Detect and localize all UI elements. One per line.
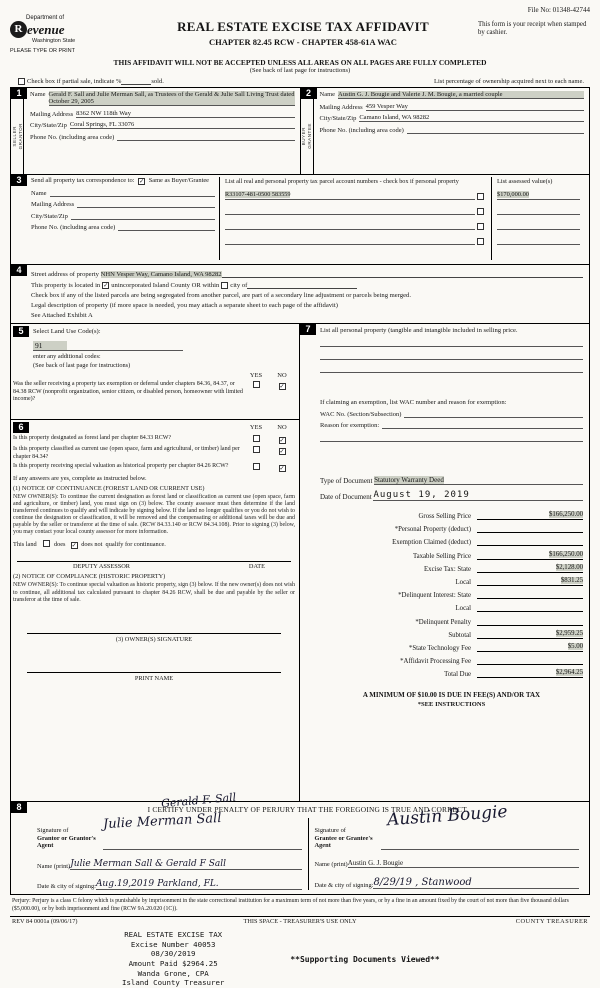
certify-statement: I CERTIFY UNDER PENALTY OF PERJURY THAT THE FOREGOING IS TRUE AND CORRECT. <box>147 805 469 814</box>
treasurer-stamp-area <box>10 930 590 988</box>
revenue-name: evenue <box>27 21 65 37</box>
seller-citystatezip-value[interactable]: Coral Springs, FL 33076 <box>70 121 295 129</box>
grantee-signature-label: Signature of Grantee or Grantee's Agent <box>314 827 373 850</box>
grantor-name-print-label: Name (print) <box>37 863 71 871</box>
street-address-value[interactable]: NHN Vesper Way, Camano Island, WA 98282 <box>100 271 222 278</box>
seller-mailing-label: Mailing Address <box>30 110 74 118</box>
seller-name-value[interactable]: Gerald F. Sall and Julie Merman Sall, as Trustees of the Gerald & Julie Sall Living Trust dated October 29, 2005 <box>48 91 295 105</box>
reason-exemption-input-2[interactable] <box>320 429 583 442</box>
receipt-note: This form is your receipt when stamped by cashier. <box>478 21 587 37</box>
fin-value-tech-fee[interactable]: $5.00 <box>567 642 583 650</box>
land-designation-section <box>11 420 299 682</box>
buyer-citystatezip-value[interactable]: Camano Island, WA 98282 <box>359 114 584 122</box>
no-header: NO <box>277 372 287 379</box>
warning-banner: THIS AFFIDAVIT WILL NOT BE ACCEPTED UNLESS ALL AREAS ON ALL PAGES ARE FULLY COMPLETED <box>113 58 487 67</box>
assessed-value-input-3[interactable] <box>497 221 580 230</box>
grantor-name-print-value[interactable]: Julie Merman Sall & Gerald F Sall <box>70 859 227 870</box>
forest-yes-checkbox[interactable] <box>253 435 260 442</box>
if-yes-note: If any answers are yes, complete as instructed below. <box>13 475 147 482</box>
this-land-label: This land <box>13 541 37 549</box>
stamp-line-6: Island County Treasurer <box>122 978 225 988</box>
reason-exemption-input[interactable] <box>382 421 583 429</box>
reason-exemption-label: Reason for exemption: <box>320 422 380 429</box>
does-not-checkbox[interactable]: ✓ <box>71 543 77 550</box>
fin-value-subtotal[interactable]: $2,959.25 <box>555 629 583 637</box>
financial-block <box>320 511 583 678</box>
file-number: File No: 01348-42744 <box>527 6 590 14</box>
partial-sold-label: sold. <box>151 78 164 85</box>
see-instructions-note: *SEE INSTRUCTIONS <box>417 701 486 709</box>
excise-tax-stamp <box>122 930 224 988</box>
print-name-label: PRINT NAME <box>134 674 174 682</box>
section-5-badge: 5 <box>13 326 29 337</box>
located-in-label: This property is located in <box>31 282 101 289</box>
partial-sale-label: Check box if partial sale, indicate % <box>27 78 122 85</box>
notice-continuance-title: (1) NOTICE OF CONTINUANCE (FOREST LAND OR CURRENT USE) <box>13 485 205 492</box>
corr-mailing-label: Mailing Address <box>31 201 75 208</box>
header <box>10 15 590 54</box>
grantor-date-value[interactable]: Aug.19,2019 <box>95 879 155 890</box>
parcel-number-input-4[interactable] <box>225 236 475 245</box>
fin-value-gross[interactable]: $166,250.00 <box>549 511 583 518</box>
treasurer-use-label: THIS SPACE - TREASURER'S USE ONLY <box>243 918 357 926</box>
dept-of-label: Department of <box>26 15 65 21</box>
owners-signature-line[interactable] <box>27 624 281 634</box>
seller-phone-input[interactable] <box>117 133 294 141</box>
revenue-logo-icon: R <box>10 21 27 38</box>
partial-percent-input[interactable] <box>121 77 151 85</box>
parcel-number-input-3[interactable] <box>225 221 475 230</box>
rev-form-code: REV 84 0001a (09/06/17) <box>12 918 78 926</box>
fin-value-excise-state[interactable]: $2,128.00 <box>555 563 583 571</box>
grantor-date-city-label: Date & city of signing: <box>37 883 96 891</box>
parcel-numbers-header: List all real and personal property tax parcel account numbers - check box if personal property <box>225 178 459 185</box>
parcel-personal-checkbox-1[interactable] <box>477 193 484 200</box>
fin-label-processing-fee: *Affidavit Processing Fee <box>400 658 471 666</box>
seller-phone-label: Phone No. (including area code) <box>30 133 115 141</box>
additional-codes-label: enter any additional codes: <box>33 353 101 360</box>
grantee-name-print-label: Name (print) <box>314 861 348 869</box>
date-label: DATE <box>248 563 265 571</box>
personal-property-input-1[interactable] <box>320 334 583 347</box>
wac-number-input[interactable] <box>404 410 583 418</box>
land-use-section <box>11 324 299 420</box>
current-use-question: Is this property classified as current use (open space, farm and agricultural, or timber) land per chapter 84.34? <box>13 446 240 460</box>
date-of-document-label: Date of Document <box>320 493 372 501</box>
city-of-label: city of <box>230 282 248 289</box>
assessed-value-header: List assessed value(s) <box>497 178 553 185</box>
exemption-deferral-question: Was the seller receiving a property tax exemption or deferral under chapters 84.36, 84.37, or 84.38 RCW (nonprofit organization, senior citizen, or disabled person, homeowner with limited income)? <box>13 381 243 402</box>
s5-yes-checkbox[interactable] <box>253 381 260 388</box>
s6-no-header: NO <box>277 424 287 431</box>
fin-label-excise-local: Local <box>455 578 471 586</box>
fin-value-total-due[interactable]: $2,964.25 <box>555 669 583 677</box>
s6-yes-header: YES <box>249 424 263 431</box>
legal-description-label: Legal description of property (if more space is needed, you may attach a separate sheet to each page of the affidavit) <box>31 302 338 309</box>
street-address-blank[interactable] <box>222 270 583 278</box>
current-use-yes-checkbox[interactable] <box>253 446 260 453</box>
assessed-value[interactable]: $170,000.00 <box>497 191 529 198</box>
fin-label-exemption: Exemption Claimed (deduct) <box>392 539 471 547</box>
corr-mailing-input[interactable] <box>77 200 215 208</box>
type-of-document-label: Type of Document <box>320 477 373 485</box>
fin-value-taxable[interactable]: $166,250.00 <box>549 550 583 558</box>
same-as-buyer-checkbox[interactable]: ✓ <box>139 179 145 185</box>
middle-columns <box>10 324 590 802</box>
segregated-note: Check box if any of the listed parcels are being segregated from another parcel, are part of a secondary line adjustment or parcels being merged. <box>31 292 411 299</box>
yes-header: YES <box>249 372 263 379</box>
notice-compliance-title: (2) NOTICE OF COMPLIANCE (HISTORIC PROPERTY) <box>13 573 166 581</box>
buyer-mailing-value[interactable]: 459 Vesper Way <box>366 103 584 111</box>
personal-property-note: List all personal property (tangible and intangible included in selling price. <box>320 327 518 334</box>
parcel-number-input-2[interactable] <box>225 206 475 215</box>
historic-property-question: Is this property receiving special valuation as historical property per chapter 84.26 RCW? <box>13 463 229 469</box>
corr-name-label: Name <box>31 189 47 197</box>
print-name-line[interactable] <box>27 663 281 673</box>
notice-continuance-body: NEW OWNER(S): To continue the current designation as forest land or classification as current use (open space, farm and agriculture, or timber) land, you must sign on (3) below. The county assessor must then determine if the land transferred continues to qualify and will indicate by signing below. If the land no longer qualifies or you do not wish to continue the designation or classification, it will be removed and the compensating or additional taxes will be due and payable by the seller or transferor at the time of sale. (RCW 84.33.140 or RCW 84.34.108). Prior to signing (3) below, you may contact your local county assessor for more information. <box>13 494 295 536</box>
grantor-signature-block <box>31 810 308 891</box>
s5-no-checkbox[interactable]: ✓ <box>279 384 285 390</box>
section-1-badge: 1 <box>11 88 27 99</box>
stamp-line-4: Amount Paid $2964.25 <box>128 959 218 968</box>
type-of-document-value[interactable]: Statutory Warranty Deed <box>374 476 444 484</box>
seller-citystatezip-label: City/State/Zip <box>30 122 67 129</box>
fin-value-excise-local[interactable]: $831.25 <box>560 576 583 584</box>
personal-property-input-3[interactable] <box>320 360 583 373</box>
corr-citystatezip-input[interactable] <box>71 212 215 220</box>
parcel-personal-checkbox-3[interactable] <box>477 223 484 230</box>
buyer-mailing-label: Mailing Address <box>319 103 363 111</box>
county-treasurer-label: COUNTY TREASURER <box>515 918 588 926</box>
fin-label-subtotal: Subtotal <box>448 631 471 639</box>
land-use-code-value[interactable]: 91 <box>33 341 67 350</box>
seller-name-label: Name <box>30 91 46 98</box>
buyer-name-value[interactable]: Austin G. J. Bougie and Valerie J. M. Bougie, a married couple <box>338 91 584 99</box>
parcel-personal-checkbox-2[interactable] <box>477 208 484 215</box>
current-use-no-checkbox[interactable]: ✓ <box>279 449 285 455</box>
same-as-buyer-label: Same as Buyer/Grantee <box>148 177 210 184</box>
parties-section <box>10 87 590 175</box>
city-of-checkbox[interactable] <box>221 282 228 289</box>
corr-phone-label: Phone No. (including area code) <box>31 224 116 231</box>
forest-land-question: Is this property designated as forest land per chapter 84.33 RCW? <box>13 435 172 441</box>
grantor-city-value[interactable]: Parkland, FL. <box>157 879 219 890</box>
revenue-logo-block <box>10 15 128 54</box>
page-title: REAL ESTATE EXCISE TAX AFFIDAVIT <box>177 19 429 34</box>
certification-section <box>10 790 590 895</box>
chapter-subtitle: CHAPTER 82.45 RCW - CHAPTER 458-61A WAC <box>209 37 397 47</box>
grantee-signature-line[interactable] <box>381 842 580 850</box>
grantee-date-value[interactable]: 8/29/19 , Stanwood <box>373 877 472 889</box>
assessed-value-input-4[interactable] <box>497 236 580 245</box>
perjury-note: Perjury: Perjury is a class C felony which is punishable by imprisonment in the state correctional institution for a maximum term of not more than five years, or by a fine in an amount fixed by the court of not more than five thousand dollars ($5,000.00), or by both imprisonment and fine (RCW 9A.20.020 (1C)). <box>12 898 569 912</box>
buyer-phone-label: Phone No. (including area code) <box>319 126 404 134</box>
grantee-date-city-label: Date & city of signing: <box>314 882 374 890</box>
unincorporated-label: unincorporated Island County OR within <box>111 282 220 289</box>
section-8-badge: 8 <box>11 802 27 813</box>
gerald-signature-overlay: Gerald F. Sall <box>160 790 237 811</box>
historic-no-checkbox[interactable]: ✓ <box>279 466 285 472</box>
fin-label-tech-fee: *State Technology Fee <box>408 644 471 652</box>
fin-label-delinq-penalty: *Delinquent Penalty <box>415 618 471 626</box>
personal-property-section <box>300 324 589 801</box>
stamp-line-5: Wanda Grone, CPA <box>137 968 209 978</box>
deputy-assessor-label: DEPUTY ASSESSOR <box>73 563 130 571</box>
corr-phone-input[interactable] <box>118 223 215 231</box>
does-not-label: does not <box>81 541 103 549</box>
city-of-input[interactable] <box>247 281 357 289</box>
footer-bar <box>10 916 590 925</box>
buyer-phone-input[interactable] <box>407 126 584 134</box>
stamp-line-3: 08/30/2019 <box>150 949 196 959</box>
fin-label-personal: *Personal Property (deduct) <box>394 526 471 534</box>
deputy-assessor-signature-line[interactable] <box>17 552 291 562</box>
wac-number-label: WAC No. (Section/Subsection) <box>320 410 402 418</box>
historic-yes-checkbox[interactable] <box>253 463 260 470</box>
grantor-signature[interactable]: Julie Merman Sall <box>102 810 222 833</box>
section-6-badge: 6 <box>13 422 29 433</box>
fin-label-gross: Gross Selling Price <box>418 513 471 520</box>
grantee-name-print-value[interactable]: Austin G. J. Bougie <box>347 859 404 868</box>
stamp-line-2: Excise Number 40053 <box>130 939 216 949</box>
partial-sale-checkbox[interactable] <box>18 78 25 85</box>
buyer-grantee-side-label: BUYER GRANTEE <box>301 88 314 174</box>
grantor-signature-line[interactable] <box>103 842 302 850</box>
buyer-name-label: Name <box>319 91 336 98</box>
partial-sale-row <box>16 77 584 85</box>
forest-no-checkbox[interactable]: ✓ <box>279 438 285 444</box>
corr-name-input[interactable] <box>50 189 215 197</box>
ownership-note: List percentage of ownership acquired next to each name. <box>434 78 584 85</box>
section-2-badge: 2 <box>301 88 317 99</box>
property-location-section <box>10 265 590 324</box>
legal-description-value[interactable]: See Attached Exhibit A <box>31 312 93 319</box>
notice-compliance-body: NEW OWNER(S): To continue special valuation as historic property, sign (3) below. If the new owner(s) does not wish to continue, all additional tax calculated pursuant to chapter 84.26 RCW, shall be due and payable by the seller or transferor at the time of sale. <box>13 582 295 603</box>
parcel-number-value[interactable]: R33107-481-0500 583559 <box>225 191 291 198</box>
grantor-signature-label: Signature of Grantor or Grantor's Agent <box>37 827 96 850</box>
owners-signature-label: (3) OWNER(S) SIGNATURE <box>115 635 193 643</box>
see-back-instructions: (See back of last page for instructions) <box>33 362 131 369</box>
fin-label-excise-state: Excise Tax: State <box>424 565 471 573</box>
fin-label-total-due: Total Due <box>444 671 471 679</box>
personal-property-input-2[interactable] <box>320 347 583 360</box>
seller-grantor-box <box>11 88 300 174</box>
section-4-badge: 4 <box>11 265 27 276</box>
seller-grantor-side-label: SELLER GRANTOR <box>11 88 24 174</box>
section-7-badge: 7 <box>300 324 316 335</box>
minimum-due-note: A MINIMUM OF $10.00 IS DUE IN FEE(S) AND/OR TAX <box>362 691 541 700</box>
does-checkbox[interactable] <box>43 540 50 547</box>
date-of-document-value[interactable]: August 19, 2019 <box>373 490 470 500</box>
section-3-badge: 3 <box>11 175 27 186</box>
fin-label-delinq-int-state: *Delinquent Interest: State <box>398 592 471 600</box>
supporting-documents-note: **Supporting Documents Viewed** <box>290 954 440 964</box>
seller-mailing-value[interactable]: 8362 NW 118th Way <box>76 110 294 118</box>
corr-citystatezip-label: City/State/Zip <box>31 212 68 220</box>
exemption-note: If claiming an exemption, list WAC number and reason for exemption: <box>320 399 507 406</box>
unincorporated-checkbox[interactable]: ✓ <box>103 283 109 289</box>
washington-state-label: Washington State <box>32 38 76 44</box>
buyer-citystatezip-label: City/State/Zip <box>319 115 357 122</box>
stamp-line-1: REAL ESTATE EXCISE TAX <box>124 930 223 940</box>
land-use-label: Select Land Use Code(s): <box>33 328 101 335</box>
fin-label-taxable: Taxable Selling Price <box>412 552 471 560</box>
please-type-note: PLEASE TYPE OR PRINT <box>10 48 76 54</box>
street-address-label: Street address of property <box>31 271 99 278</box>
fin-label-delinq-int-local: Local <box>455 605 471 613</box>
assessed-value-input-2[interactable] <box>497 206 580 215</box>
buyer-grantee-box <box>300 88 590 174</box>
does-label: does <box>53 541 66 549</box>
see-back-note: (See back of last page for instructions) <box>249 67 351 74</box>
grantee-signature[interactable]: Austin Bougie <box>385 801 508 831</box>
send-correspondence-label: Send all property tax correspondence to: <box>31 177 135 184</box>
qualify-label: qualify for continuance. <box>105 541 166 549</box>
parcel-personal-checkbox-4[interactable] <box>477 238 484 245</box>
tax-correspondence-section <box>10 175 590 265</box>
